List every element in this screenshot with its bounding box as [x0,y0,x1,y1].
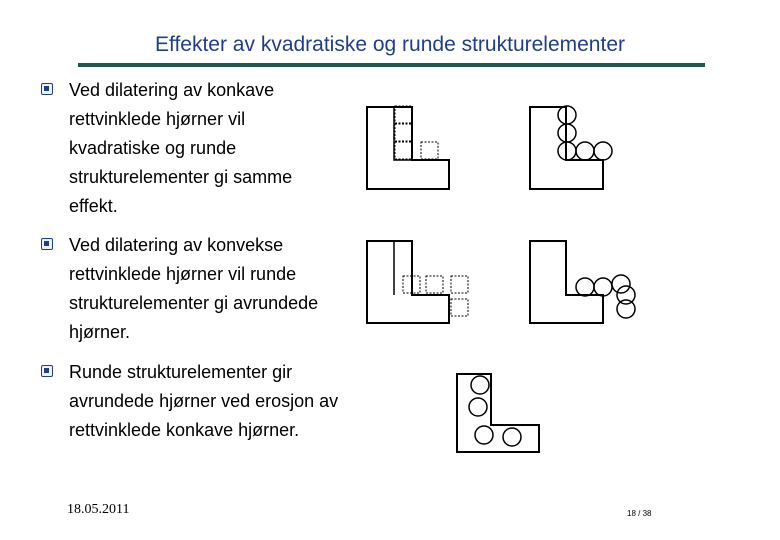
footer-page-number: 18 / 38 [627,509,652,518]
bullet-3-text: Runde strukturelementer gir avrundede hjørner ved erosjon av rettvinklede konkave hjørner. [69,362,339,440]
bullet-1-text: Ved dilatering av konkave rettvinklede hjørner vil kvadratiske og runde strukturelementer gi samme effekt. [69,80,293,216]
l-shape-outline [367,107,449,189]
diagram-concave-round [530,106,612,189]
square-elements [395,106,438,159]
diagram-convex-square [367,241,468,323]
l-shape-outline [530,107,603,189]
footer-date: 18.05.2011 [67,502,130,517]
diagram-concave-square [367,106,449,189]
l-shape-outline [457,374,539,452]
slide-title: Effekter av kvadratiske og runde strukturelementer [154,33,625,56]
round-elements [469,376,521,446]
bullet-2-text: Ved dilatering av konvekse rettvinklede hjørner vil runde strukturelementer gi avrundede hjørner. [69,235,319,342]
round-elements [576,275,635,318]
diagram-erosion-round [457,374,539,452]
l-shape-outline [367,241,449,323]
diagram-convex-round [530,241,635,323]
